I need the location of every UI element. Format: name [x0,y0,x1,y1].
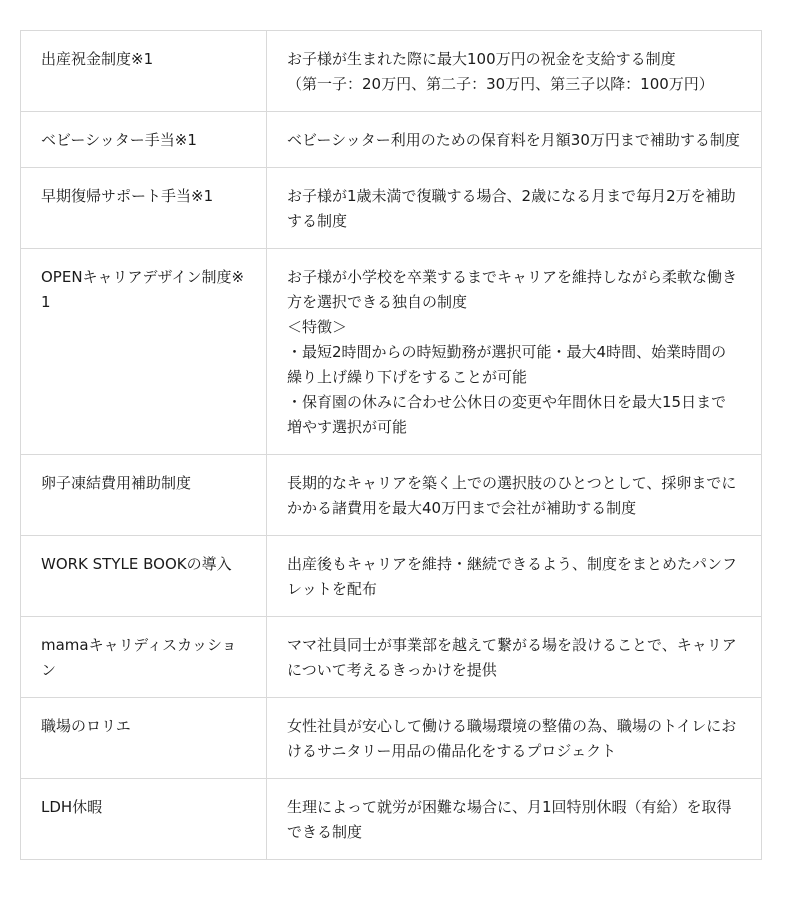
table-row [21,249,762,455]
benefit-feature-item: ・保育園の休みに合わせ公休日の変更や年間休日を最大15日まで増やす選択が可能 [287,393,727,436]
benefit-description-cell [267,698,762,779]
benefit-description-cell [267,536,762,617]
benefit-description-cell [267,168,762,249]
benefit-description-cell [267,617,762,698]
benefit-name-cell [21,617,267,698]
benefit-name-cell [21,249,267,455]
benefit-description-cell [267,779,762,860]
benefits-table [20,30,762,860]
benefit-name: 出産祝金制度※1 [41,50,154,68]
benefit-name: 卵子凍結費用補助制度 [41,474,192,492]
benefit-features-heading: ＜特徴＞ [287,318,348,336]
table-row [21,112,762,168]
table-row [21,31,762,112]
table-row [21,455,762,536]
benefit-name: mamaキャリディスカッション [41,636,237,679]
benefit-description-line: 長期的なキャリアを築く上での選択肢のひとつとして、採卵までにかかる諸費用を最大40万円まで会社が補助する制度 [287,474,737,517]
benefit-name-cell [21,698,267,779]
benefit-name-cell [21,112,267,168]
benefit-description-line: 女性社員が安心して働ける職場環境の整備の為、職場のトイレにおけるサニタリー用品の備品化をするプロジェクト [287,717,737,760]
benefit-name-cell [21,455,267,536]
benefit-description-line: ママ社員同士が事業部を越えて繋がる場を設けることで、キャリアについて考えるきっかけを提供 [287,636,737,679]
benefits-table-body [21,31,762,860]
benefit-name-cell [21,31,267,112]
benefit-name-cell [21,168,267,249]
table-row [21,698,762,779]
benefit-description-line: 出産後もキャリアを維持・継続できるよう、制度をまとめたパンフレットを配布 [287,555,738,598]
table-row [21,779,762,860]
benefit-description-cell [267,31,762,112]
benefit-description-line: お子様が1歳未満で復職する場合、2歳になる月まで毎月2万を補助する制度 [287,187,736,230]
benefit-description-cell [267,249,762,455]
benefit-description-line: ベビーシッター利用のための保育料を月額30万円まで補助する制度 [287,131,740,149]
benefit-description-line: お子様が小学校を卒業するまでキャリアを維持しながら柔軟な働き方を選択できる独自の制度 [287,268,738,311]
benefit-description-line: （第一子：20万円、第二子：30万円、第三子以降：100万円） [287,75,714,93]
benefit-description-cell [267,112,762,168]
benefit-name: LDH休暇 [41,798,103,816]
benefit-name-cell [21,779,267,860]
benefit-name: OPENキャリアデザイン制度※1 [41,268,245,311]
benefit-name-cell [21,536,267,617]
benefit-name: WORK STYLE BOOKの導入 [41,555,232,573]
table-row [21,617,762,698]
benefit-description-line: お子様が生まれた際に最大100万円の祝金を支給する制度 [287,50,676,68]
table-row [21,168,762,249]
table-row [21,536,762,617]
benefit-feature-item: ・最短2時間からの時短勤務が選択可能・最大4時間、始業時間の繰り上げ繰り下げをすることが可能 [287,343,727,386]
benefit-description-line: 生理によって就労が困難な場合に、月1回特別休暇（有給）を取得できる制度 [287,798,732,841]
benefit-name: 早期復帰サポート手当※1 [41,187,214,205]
benefit-name: 職場のロリエ [41,717,131,735]
benefit-description-cell [267,455,762,536]
benefit-name: ベビーシッター手当※1 [41,131,197,149]
